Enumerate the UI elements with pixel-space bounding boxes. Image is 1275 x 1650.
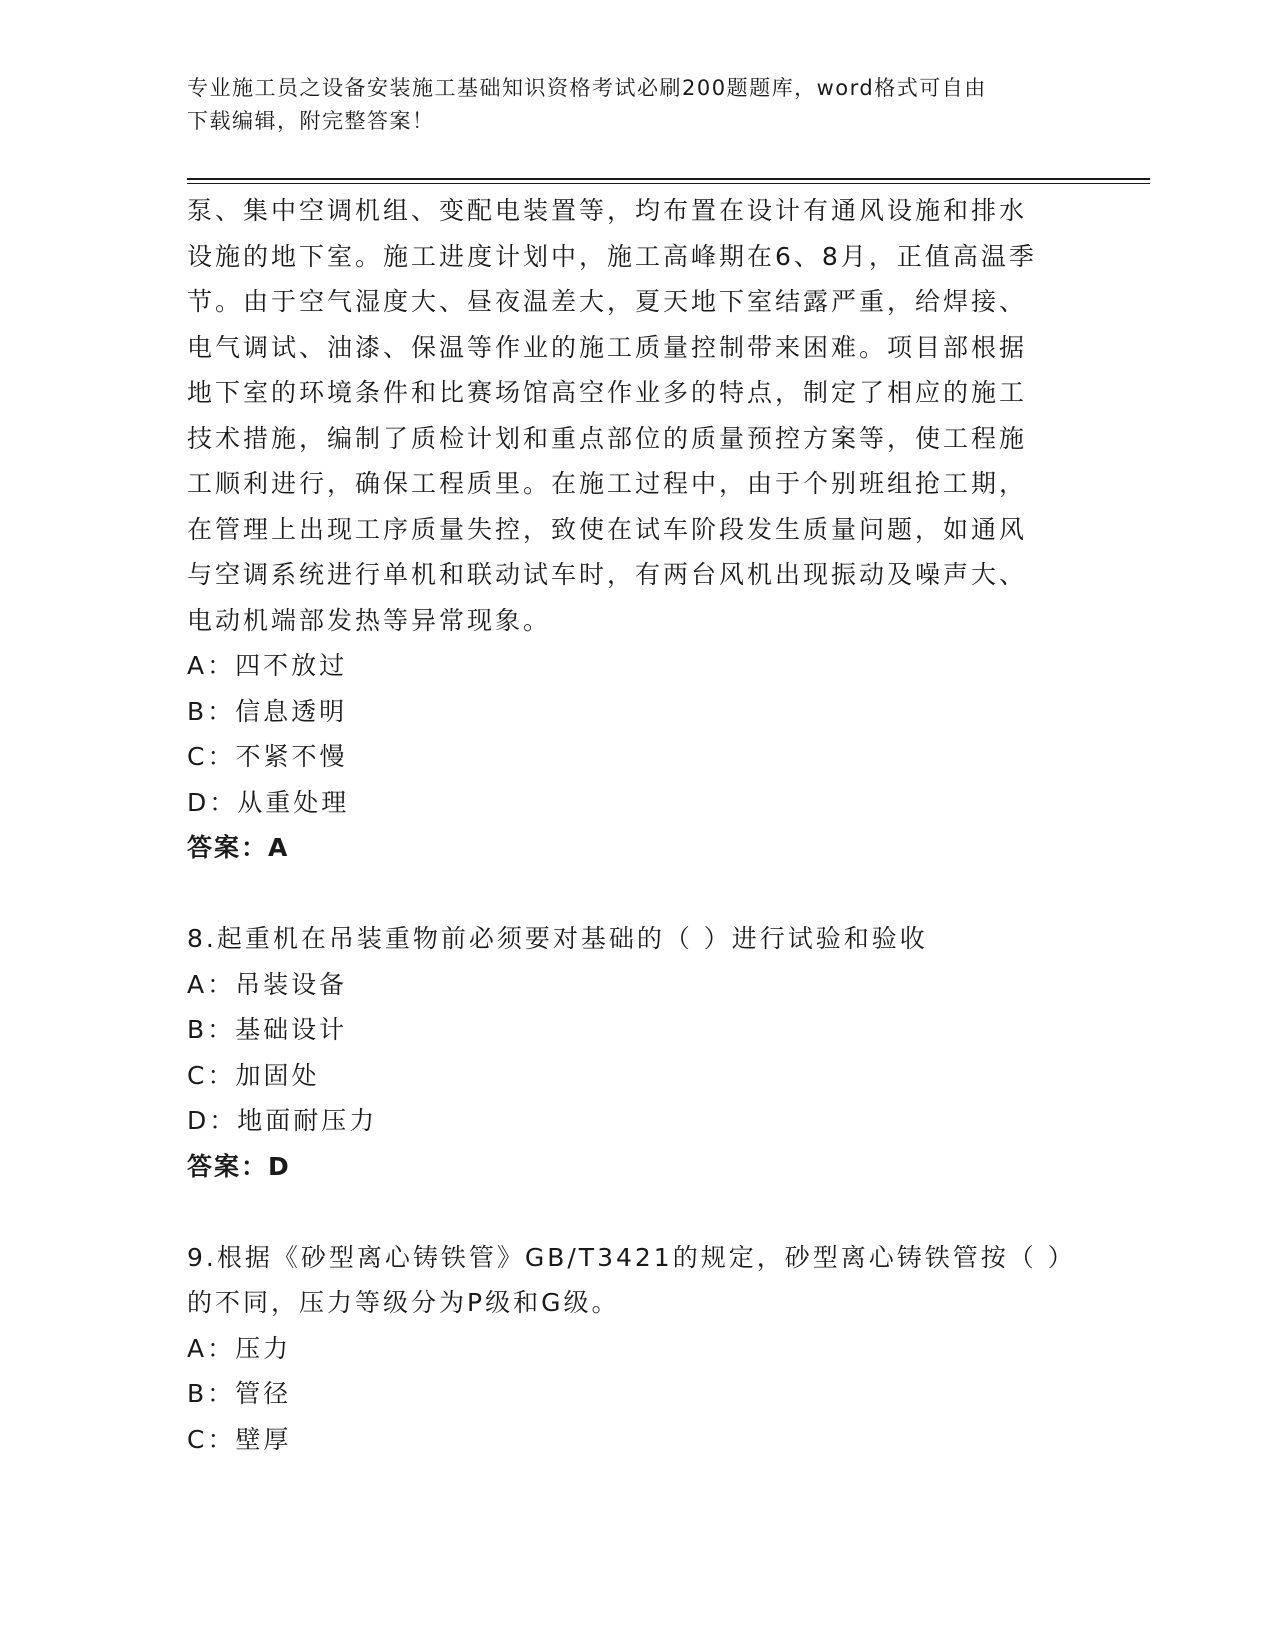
question-stem-line: 与空调系统进行单机和联动试车时，有两台风机出现振动及噪声大、 [187,560,1028,589]
header-rule-thick [187,178,1150,180]
option-a: A：四不放过 [187,651,348,680]
question-spacer [187,871,1087,917]
option-d: D：地面耐压力 [187,1106,378,1135]
option-d: D：从重处理 [187,787,350,817]
header-line-1: 专业施工员之设备安装施工基础知识资格考试必刷200题题库，word格式可自由 [187,76,987,100]
option-b: B：信息透明 [187,696,348,726]
question-stem-line: 工顺利进行，确保工程质里。在施工过程中，由于个别班组抢工期， [187,469,1028,498]
option-a: A：压力 [187,1333,292,1363]
option-b: B：基础设计 [187,1015,348,1044]
question-9 [187,1235,1087,1463]
option-c: C：加固处 [187,1060,320,1090]
question-stem-line: 地下室的环境条件和比赛场馆高空作业多的特点，制定了相应的施工 [187,378,1028,407]
question-stem-line: 在管理上出现工序质量失控，致使在试车阶段发生质量问题，如通风 [187,514,1028,544]
question-stem-line: 节。由于空气湿度大、昼夜温差大，夏天地下室结露严重，给焊接、 [187,287,1028,316]
answer-line: 答案：D [187,1151,291,1181]
question-stem-line: 泵、集中空调机组、变配电装置等，均布置在设计有通风设施和排水 [187,196,1028,225]
document-header [187,72,1067,138]
question-7 [187,188,1087,871]
question-8 [187,916,1087,1189]
answer-line: 答案：A [187,833,290,862]
question-stem-line: 8.起重机在吊装重物前必须要对基础的（ ）进行试验和验收 [187,924,928,953]
header-line-2: 下载编辑，附完整答案！ [187,109,435,133]
header-rule-thin [187,183,1150,184]
question-stem-line: 设施的地下室。施工进度计划中，施工高峰期在6、8月，正值高温季 [187,241,1037,271]
option-c: C：壁厚 [187,1424,292,1454]
option-b: B：管径 [187,1379,292,1408]
option-c: C：不紧不慢 [187,742,348,771]
question-spacer [187,1189,1087,1235]
question-stem-line: 电气调试、油漆、保温等作业的施工质量控制带来困难。项目部根据 [187,332,1028,362]
option-a: A：吊装设备 [187,969,348,999]
question-content [187,188,1087,1462]
question-stem-line: 电动机端部发热等异常现象。 [187,605,552,635]
question-stem-line: 9.根据《砂型离心铸铁管》GB/T3421的规定，砂型离心铸铁管按（ ） [187,1242,1076,1272]
question-stem-line: 技术措施，编制了质检计划和重点部位的质量预控方案等，使工程施 [187,423,1028,453]
question-stem-line: 的不同，压力等级分为P级和G级。 [187,1288,620,1317]
